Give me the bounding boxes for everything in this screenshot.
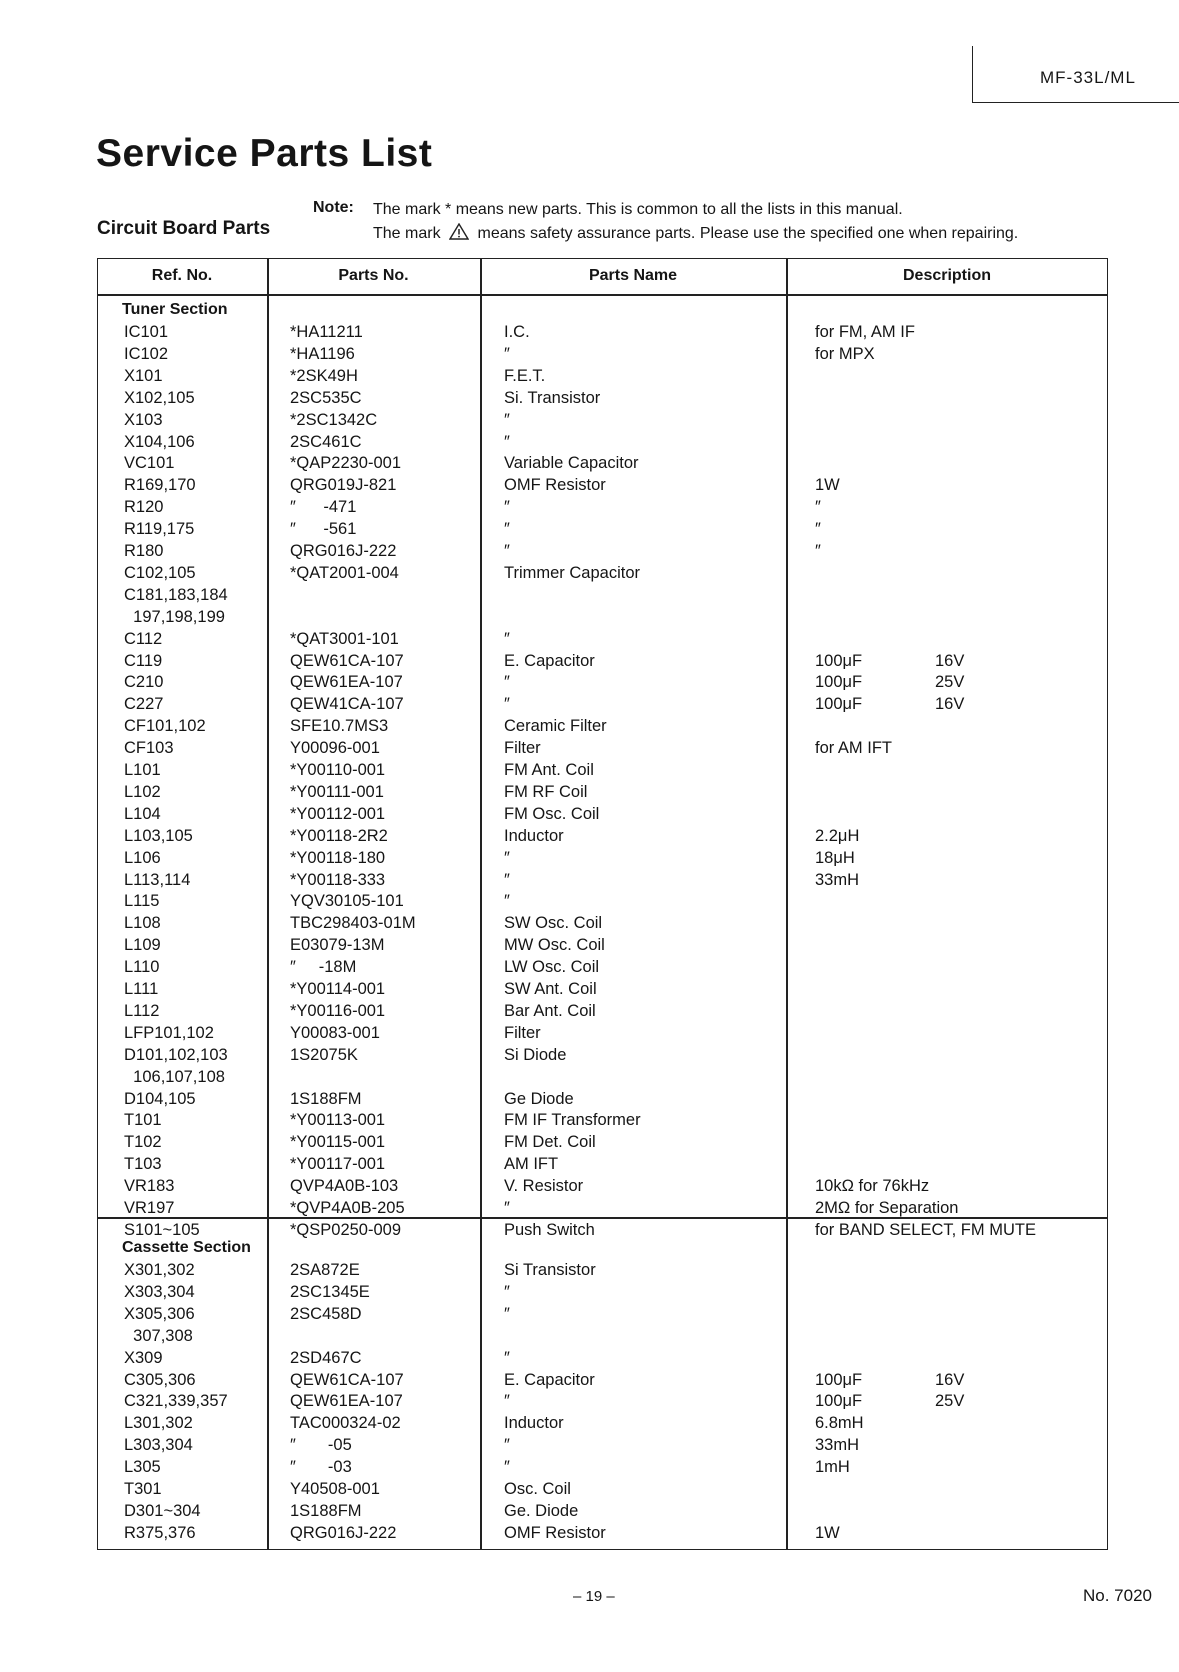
cell-part: *Y00111-001 xyxy=(290,782,384,801)
cell-ref: L103,105 xyxy=(124,826,193,845)
cell-name: ″ xyxy=(504,410,510,429)
page-title: Service Parts List xyxy=(96,132,433,175)
cell-desc: 100μF xyxy=(815,1392,863,1411)
cell-part: QRG016J-222 xyxy=(290,542,397,560)
model-number: MF-33L/ML xyxy=(1040,68,1136,87)
cell-ref: L109 xyxy=(124,936,161,955)
cell-name: SW Ant. Coil xyxy=(504,980,597,998)
cell-desc: for BAND SELECT, FM MUTE xyxy=(815,1220,1036,1239)
cell-name: E. Capacitor xyxy=(504,651,595,670)
cell-part: *QVP4A0B-205 xyxy=(290,1199,405,1217)
cell-part: *Y00118-180 xyxy=(290,848,386,867)
cell-part: 2SD467C xyxy=(290,1348,362,1367)
cell-desc: for FM, AM IF xyxy=(815,323,915,341)
column-divider xyxy=(480,258,482,1550)
cell-ref: L102 xyxy=(124,782,161,801)
cell-name: ″ xyxy=(504,673,510,692)
section-heading: Cassette Section xyxy=(122,1239,251,1256)
page-number: – 19 – xyxy=(573,1588,615,1605)
header-divider xyxy=(97,294,1108,296)
cell-ref: VC101 xyxy=(124,454,175,473)
note-line-1: The mark * means new parts. This is common to all the lists in this manual. xyxy=(373,201,903,218)
cell-ref: R119,175 xyxy=(124,520,195,539)
cell-name: ″ xyxy=(504,432,510,451)
cell-part: QEW61CA-107 xyxy=(290,1370,404,1389)
cell-part: QEW61EA-107 xyxy=(290,673,403,692)
cell-part: *QAP2230-001 xyxy=(290,454,401,473)
cell-v: 25V xyxy=(935,673,965,692)
cell-ref: T102 xyxy=(124,1133,162,1152)
cell-part: QEW41CA-107 xyxy=(290,695,404,714)
cell-name: Ge. Diode xyxy=(504,1501,579,1520)
cell-part: TBC298403-01M xyxy=(290,914,416,933)
header-parts-no: Parts No. xyxy=(338,267,409,284)
header-ref-no: Ref. No. xyxy=(151,267,213,284)
note-label: Note: xyxy=(313,199,354,216)
note-line-2-pre: The mark xyxy=(373,225,441,242)
cell-name: Ceramic Filter xyxy=(504,717,607,736)
cell-part: ″ -03 xyxy=(290,1458,352,1477)
cell-part: *Y00110-001 xyxy=(290,761,386,779)
cell-ref: C102,105 xyxy=(124,563,196,582)
column-divider xyxy=(267,258,269,1550)
cell-part: 1S188FM xyxy=(290,1089,362,1108)
cell-ref: R375,376 xyxy=(124,1523,196,1542)
cell-desc: ″ xyxy=(815,542,821,560)
cell-name: ″ xyxy=(504,1436,510,1455)
cell-desc: 6.8mH xyxy=(815,1414,864,1433)
cell-part: QEW61CA-107 xyxy=(290,651,404,670)
cell-ref: 197,198,199 xyxy=(124,607,225,626)
cell-desc: ″ xyxy=(815,520,821,539)
cell-name: Inductor xyxy=(504,826,564,845)
cell-ref: L113,114 xyxy=(124,870,191,889)
cell-ref: CF103 xyxy=(124,739,174,758)
cell-desc: 33mH xyxy=(815,1436,860,1455)
cell-name: ″ xyxy=(504,695,510,714)
cell-desc: 100μF xyxy=(815,651,863,670)
cell-part: *2SC1342C xyxy=(290,410,378,429)
cell-desc: ″ xyxy=(815,498,821,517)
cell-part: QVP4A0B-103 xyxy=(290,1177,399,1196)
cell-part: *QSP0250-009 xyxy=(290,1220,401,1239)
cell-ref: C305,306 xyxy=(124,1370,196,1389)
cell-name: ″ xyxy=(504,629,510,648)
cell-v: 16V xyxy=(935,695,965,714)
cell-name: ″ xyxy=(504,344,510,363)
section-title: Circuit Board Parts xyxy=(97,218,271,239)
cell-v: 16V xyxy=(935,651,965,670)
cell-desc: 2.2μH xyxy=(815,826,860,845)
cell-part: *Y00115-001 xyxy=(290,1133,386,1152)
cell-name: ″ xyxy=(504,1458,510,1477)
cell-desc: 100μF xyxy=(815,1370,863,1389)
cell-ref: X102,105 xyxy=(124,388,195,407)
cell-name: ″ xyxy=(504,870,510,889)
cell-name: Filter xyxy=(504,1023,541,1042)
cell-name: Ge Diode xyxy=(504,1089,574,1108)
cell-ref: C181,183,184 xyxy=(124,585,228,604)
cell-name: OMF Resistor xyxy=(504,476,606,495)
cell-name: FM RF Coil xyxy=(504,782,588,801)
cell-name: ″ xyxy=(504,520,510,539)
cell-ref: IC101 xyxy=(124,323,169,341)
cell-part: Y40508-001 xyxy=(290,1480,380,1498)
cell-part: *2SK49H xyxy=(290,366,358,385)
cell-name: F.E.T. xyxy=(504,366,546,385)
cell-ref: X305,306 xyxy=(124,1304,195,1323)
cell-ref: C321,339,357 xyxy=(124,1392,228,1411)
document-number: No. 7020 xyxy=(1083,1586,1152,1605)
cell-part: SFE10.7MS3 xyxy=(290,717,389,736)
section-heading: Tuner Section xyxy=(122,301,228,318)
cell-ref: D101,102,103 xyxy=(124,1045,228,1064)
cell-ref: T101 xyxy=(124,1111,162,1130)
cell-name: FM Ant. Coil xyxy=(504,761,594,779)
cell-name: FM Det. Coil xyxy=(504,1133,596,1152)
cell-ref: L110 xyxy=(124,958,160,977)
cell-ref: X301,302 xyxy=(124,1261,195,1279)
cell-desc: 33mH xyxy=(815,870,860,889)
cell-ref: R169,170 xyxy=(124,476,196,495)
cell-part: ″ -05 xyxy=(290,1436,352,1455)
cell-name: Osc. Coil xyxy=(504,1480,571,1498)
cell-part: *Y00116-001 xyxy=(290,1001,386,1020)
cell-ref: C227 xyxy=(124,695,164,714)
cell-name: FM Osc. Coil xyxy=(504,804,600,823)
cell-name: Si Diode xyxy=(504,1045,567,1064)
cell-ref: 106,107,108 xyxy=(124,1067,225,1086)
cell-ref: X104,106 xyxy=(124,432,195,451)
cell-ref: D301~304 xyxy=(124,1501,201,1520)
note-line-2-post: means safety assurance parts. Please use the specified one when repairing. xyxy=(477,225,1019,242)
cell-name: Filter xyxy=(504,739,541,758)
cell-part: *Y00113-001 xyxy=(290,1111,386,1130)
cell-desc: 2MΩ for Separation xyxy=(815,1199,959,1217)
cell-name: ″ xyxy=(504,1348,510,1367)
cell-name: ″ xyxy=(504,892,510,911)
cell-ref: L303,304 xyxy=(124,1436,193,1455)
cell-name: ″ xyxy=(504,498,510,517)
cell-part: 2SC535C xyxy=(290,388,362,407)
cell-name: LW Osc. Coil xyxy=(504,958,600,977)
cell-part: *QAT2001-004 xyxy=(290,563,399,582)
cell-ref: L108 xyxy=(124,914,161,933)
cell-name: Inductor xyxy=(504,1414,564,1433)
cell-desc: 100μF xyxy=(815,673,863,692)
cell-part: 1S2075K xyxy=(290,1045,358,1064)
cell-part: 2SA872E xyxy=(290,1261,360,1279)
cell-ref: 307,308 xyxy=(124,1326,193,1345)
cell-ref: IC102 xyxy=(124,344,169,363)
cell-ref: D104,105 xyxy=(124,1089,196,1108)
cell-part: 2SC461C xyxy=(290,432,362,451)
cell-ref: X101 xyxy=(124,366,163,385)
cell-part: *HA1196 xyxy=(290,344,355,363)
cell-v: 25V xyxy=(935,1392,965,1411)
cell-part: ″ -18M xyxy=(290,958,357,977)
cell-ref: L115 xyxy=(124,892,160,911)
cell-ref: X103 xyxy=(124,410,163,429)
cell-part: QEW61EA-107 xyxy=(290,1392,403,1411)
cell-ref: R180 xyxy=(124,542,164,560)
cell-name: OMF Resistor xyxy=(504,1523,606,1542)
cell-ref: T103 xyxy=(124,1155,162,1174)
cell-name: Push Switch xyxy=(504,1220,595,1239)
cell-name: Si Transistor xyxy=(504,1261,596,1279)
cell-ref: L301,302 xyxy=(124,1414,193,1433)
cell-part: *Y00112-001 xyxy=(290,804,386,823)
cell-v: 16V xyxy=(935,1370,965,1389)
cell-ref: S101~105 xyxy=(124,1220,200,1239)
cell-ref: R120 xyxy=(124,498,164,517)
cell-part: ″ -561 xyxy=(290,520,357,539)
cell-desc: 100μF xyxy=(815,695,863,714)
cell-name: ″ xyxy=(504,542,510,560)
cell-part: QRG019J-821 xyxy=(290,476,397,495)
cell-name: ″ xyxy=(504,1282,510,1301)
cell-ref: L111 xyxy=(124,980,159,998)
cell-part: ″ -471 xyxy=(290,498,357,517)
cell-ref: VR183 xyxy=(124,1177,175,1196)
cell-part: TAC000324-02 xyxy=(290,1414,401,1433)
header-parts-name: Parts Name xyxy=(588,267,678,284)
cell-name: ″ xyxy=(504,1392,510,1411)
cell-part: Y00096-001 xyxy=(290,739,380,758)
cell-desc: 10kΩ for 76kHz xyxy=(815,1177,930,1196)
cell-part: 2SC458D xyxy=(290,1304,362,1323)
cell-ref: C112 xyxy=(124,629,163,648)
cell-ref: VR197 xyxy=(124,1199,175,1217)
cell-ref: L104 xyxy=(124,804,161,823)
cell-name: ″ xyxy=(504,1304,510,1323)
cell-part: 2SC1345E xyxy=(290,1282,370,1301)
cell-ref: CF101,102 xyxy=(124,717,206,736)
safety-triangle-icon xyxy=(449,223,469,245)
cell-ref: X309 xyxy=(124,1348,163,1367)
note-line-2 xyxy=(373,223,1018,245)
cell-part: *Y00114-001 xyxy=(290,980,386,998)
cell-name: Bar Ant. Coil xyxy=(504,1001,596,1020)
cell-desc: 1W xyxy=(815,1523,840,1542)
cell-name: V. Resistor xyxy=(504,1177,584,1196)
cell-ref: L112 xyxy=(124,1001,160,1020)
cell-desc: 1mH xyxy=(815,1458,850,1477)
cell-name: SW Osc. Coil xyxy=(504,914,603,933)
cell-ref: T301 xyxy=(124,1480,162,1498)
cell-part: Y00083-001 xyxy=(290,1023,380,1042)
cell-ref: C210 xyxy=(124,673,164,692)
cell-name: MW Osc. Coil xyxy=(504,936,605,955)
cell-name: Trimmer Capacitor xyxy=(504,563,640,582)
cell-name: ″ xyxy=(504,848,510,867)
cell-name: E. Capacitor xyxy=(504,1370,595,1389)
cell-part: YQV30105-101 xyxy=(290,892,404,911)
cell-name: I.C. xyxy=(504,323,530,341)
cell-desc: for MPX xyxy=(815,344,875,363)
cell-name: FM IF Transformer xyxy=(504,1111,641,1130)
cell-part: *HA11211 xyxy=(290,323,363,341)
cell-name: AM IFT xyxy=(504,1155,559,1174)
cell-part: QRG016J-222 xyxy=(290,1523,397,1542)
cell-part: *Y00118-2R2 xyxy=(290,826,388,845)
cell-ref: L106 xyxy=(124,848,161,867)
cell-part: 1S188FM xyxy=(290,1501,362,1520)
cell-desc: 1W xyxy=(815,476,840,495)
header-description: Description xyxy=(902,267,991,284)
cell-name: Si. Transistor xyxy=(504,388,601,407)
cell-part: E03079-13M xyxy=(290,936,385,955)
cell-desc: for AM IFT xyxy=(815,739,893,758)
cell-part: *Y00117-001 xyxy=(290,1155,386,1174)
cell-ref: X303,304 xyxy=(124,1282,195,1301)
cell-desc: 18μH xyxy=(815,848,855,867)
column-divider xyxy=(786,258,788,1550)
cell-part: *Y00118-333 xyxy=(290,870,386,889)
cell-name: ″ xyxy=(504,1199,510,1217)
cell-ref: C119 xyxy=(124,651,163,670)
cell-ref: L305 xyxy=(124,1458,161,1477)
cell-part: *QAT3001-101 xyxy=(290,629,399,648)
cell-ref: LFP101,102 xyxy=(124,1023,214,1042)
cell-ref: L101 xyxy=(124,761,161,779)
cell-name: Variable Capacitor xyxy=(504,454,639,473)
